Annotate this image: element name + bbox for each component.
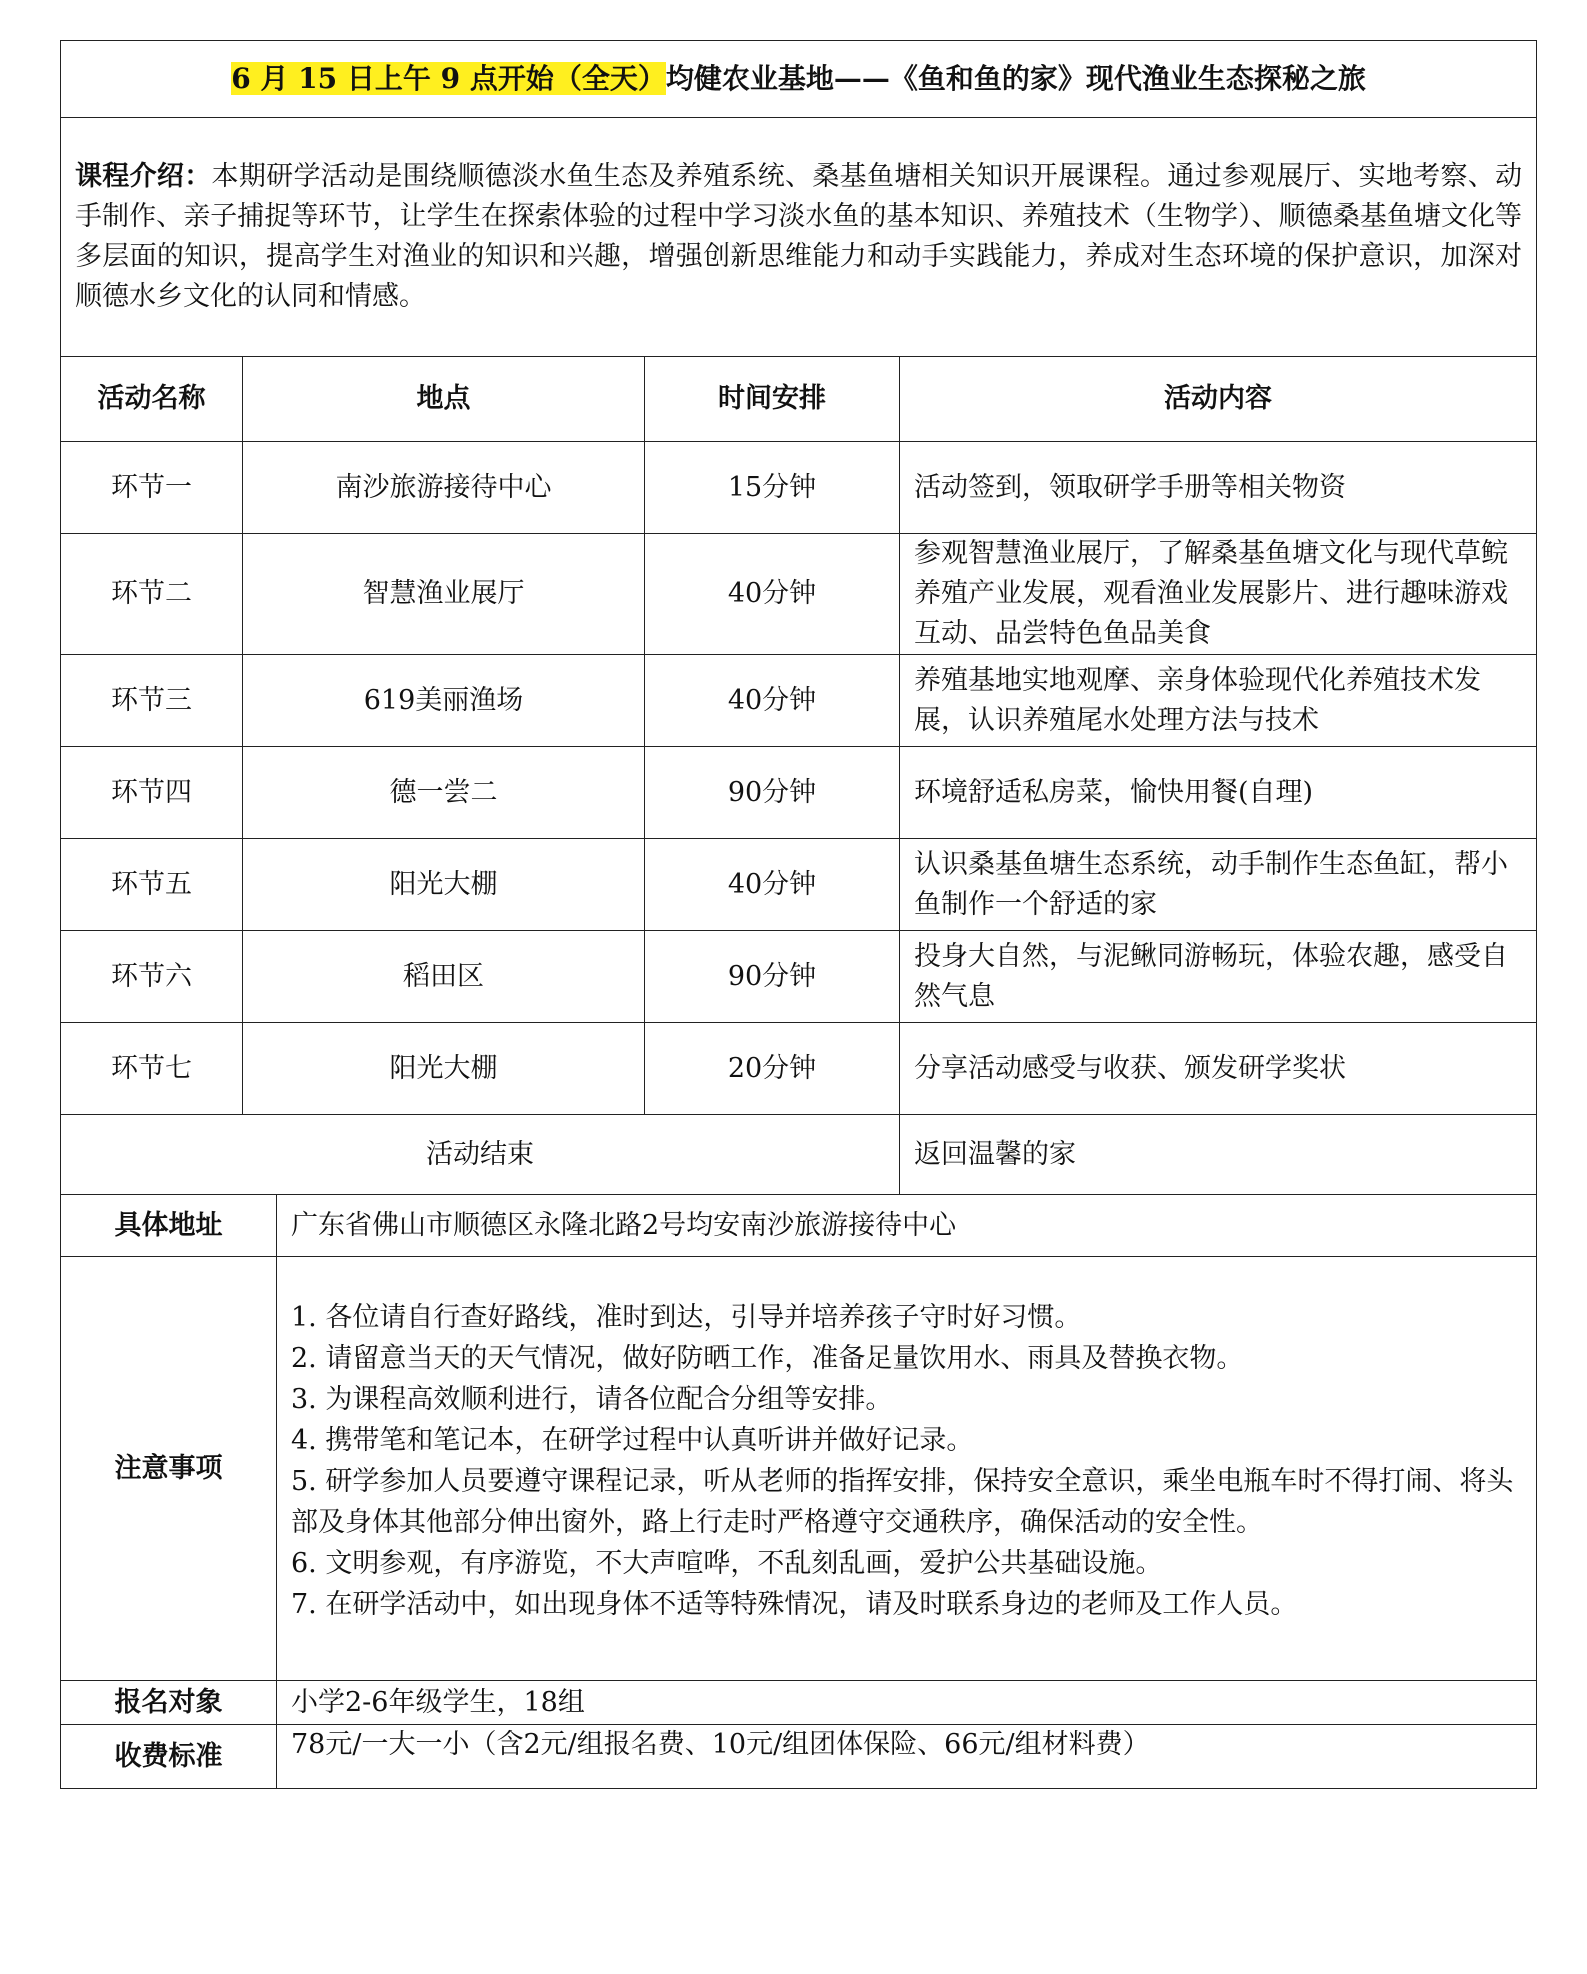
intro-text: 本期研学活动是围绕顺德淡水鱼生态及养殖系统、桑基鱼塘相关知识开展课程。通过参观展厅、实地考察、动手制作、亲子捕捉等环节，让学生在探索体验的过程中学习淡水鱼的基本知识、养殖技术（生物学）、顺德桑基鱼塘文化等多层面的知识，提高学生对渔业的知识和兴趣，增强创新思维能力和动手实践能力，养成对生态环境的保护意识，加深对顺德水乡文化的认同和情感。 (75, 161, 1523, 312)
row-content: 活动签到，领取研学手册等相关物资 (900, 442, 1537, 534)
row-location: 智慧渔业展厅 (243, 534, 645, 655)
header-content: 活动内容 (900, 357, 1537, 442)
enroll-row (61, 1681, 1537, 1725)
fee-row (61, 1725, 1537, 1789)
row-step: 环节六 (61, 931, 243, 1023)
row-location: 南沙旅游接待中心 (243, 442, 645, 534)
row-duration: 15分钟 (645, 442, 900, 534)
row-location: 稻田区 (243, 931, 645, 1023)
row-step: 环节一 (61, 442, 243, 534)
table-row (61, 747, 1537, 839)
row-location: 619美丽渔场 (243, 655, 645, 747)
table-row (61, 839, 1537, 931)
row-content: 认识桑基鱼塘生态系统，动手制作生态鱼缸，帮小鱼制作一个舒适的家 (900, 839, 1537, 931)
row-step: 环节三 (61, 655, 243, 747)
row-step: 环节五 (61, 839, 243, 931)
notes-label: 注意事项 (61, 1257, 277, 1681)
list-item: 7. 在研学活动中，如出现身体不适等特殊情况，请及时联系身边的老师及工作人员。 (291, 1589, 1298, 1620)
row-content: 养殖基地实地观摩、亲身体验现代化养殖技术发展，认识养殖尾水处理方法与技术 (900, 655, 1537, 747)
row-content: 参观智慧渔业展厅，了解桑基鱼塘文化与现代草鲩养殖产业发展，观看渔业发展影片、进行趣味游戏互动、品尝特色鱼品美食 (900, 534, 1537, 655)
list-item: 5. 研学参加人员要遵守课程记录，听从老师的指挥安排，保持安全意识，乘坐电瓶车时不得打闹、将头部及身体其他部分伸出窗外，路上行走时严格遵守交通秩序，确保活动的安全性。 (291, 1466, 1514, 1538)
row-duration: 20分钟 (645, 1023, 900, 1115)
row-step: 环节二 (61, 534, 243, 655)
row-step: 环节四 (61, 747, 243, 839)
table-row (61, 931, 1537, 1023)
itinerary-table (60, 40, 1537, 1789)
row-duration: 90分钟 (645, 931, 900, 1023)
fee-value: 78元/一大一小（含2元/组报名费、10元/组团体保险、66元/组材料费） (277, 1725, 1537, 1789)
header-location: 地点 (243, 357, 645, 442)
enroll-label: 报名对象 (61, 1681, 277, 1725)
row-duration: 40分钟 (645, 534, 900, 655)
document (60, 40, 1536, 1789)
row-content: 分享活动感受与收获、颁发研学奖状 (900, 1023, 1537, 1115)
end-content: 返回温馨的家 (900, 1115, 1537, 1195)
row-content: 环境舒适私房菜，愉快用餐(自理) (900, 747, 1537, 839)
table-row (61, 442, 1537, 534)
page-title (61, 41, 1537, 118)
row-step: 环节七 (61, 1023, 243, 1115)
list-item: 6. 文明参观，有序游览，不大声喧哗，不乱刻乱画，爱护公共基础设施。 (291, 1548, 1163, 1579)
table-row (61, 1023, 1537, 1115)
row-location: 德一尝二 (243, 747, 645, 839)
row-content: 投身大自然，与泥鳅同游畅玩，体验农趣，感受自然气息 (900, 931, 1537, 1023)
row-duration: 40分钟 (645, 839, 900, 931)
header-activity-name: 活动名称 (61, 357, 243, 442)
row-location: 阳光大棚 (243, 1023, 645, 1115)
title-text: 均健农业基地——《鱼和鱼的家》现代渔业生态探秘之旅 (665, 62, 1366, 95)
schedule-header-row (61, 357, 1537, 442)
address-row (61, 1195, 1537, 1257)
list-item: 3. 为课程高效顺利进行，请各位配合分组等安排。 (291, 1384, 893, 1415)
list-item: 1. 各位请自行查好路线，准时到达，引导并培养孩子守时好习惯。 (291, 1302, 1082, 1333)
intro-label: 课程介绍： (75, 161, 212, 192)
end-label: 活动结束 (61, 1115, 900, 1195)
notes-list (277, 1257, 1537, 1681)
list-item: 2. 请留意当天的天气情况，做好防晒工作，准备足量饮用水、雨具及替换衣物。 (291, 1343, 1244, 1374)
table-row (61, 655, 1537, 747)
course-intro (61, 118, 1537, 357)
header-time: 时间安排 (645, 357, 900, 442)
title-date-highlight: 6 月 15 日上午 9 点开始（全天） (231, 62, 666, 95)
address-value: 广东省佛山市顺德区永隆北路2号均安南沙旅游接待中心 (277, 1195, 1537, 1257)
row-duration: 40分钟 (645, 655, 900, 747)
fee-label: 收费标准 (61, 1725, 277, 1789)
row-location: 阳光大棚 (243, 839, 645, 931)
notes-row (61, 1257, 1537, 1681)
enroll-value: 小学2-6年级学生，18组 (277, 1681, 1537, 1725)
end-row (61, 1115, 1537, 1195)
table-row (61, 534, 1537, 655)
list-item: 4. 携带笔和笔记本，在研学过程中认真听讲并做好记录。 (291, 1425, 974, 1456)
row-duration: 90分钟 (645, 747, 900, 839)
address-label: 具体地址 (61, 1195, 277, 1257)
